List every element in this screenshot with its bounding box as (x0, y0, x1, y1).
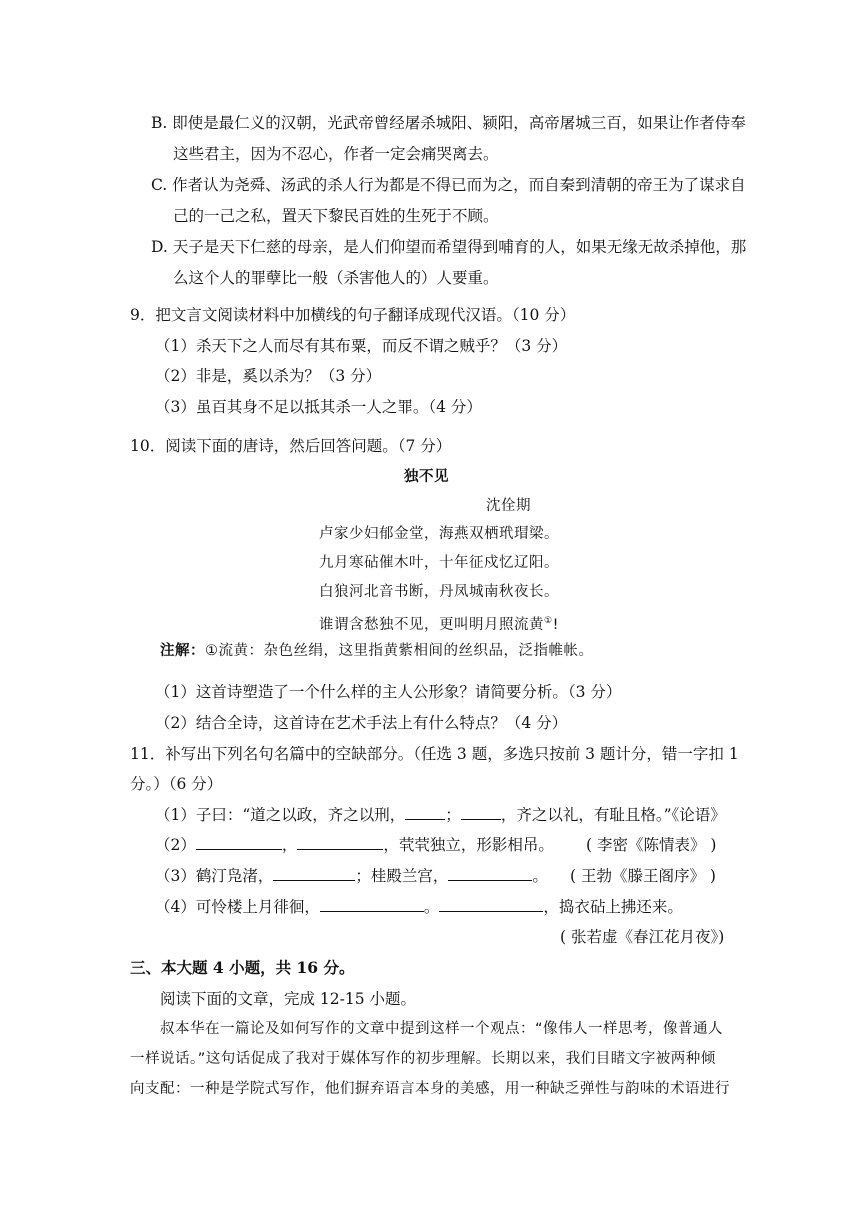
option-c-line2: 己的一己之私，置天下黎民百姓的生死于不顾。 (173, 207, 499, 225)
question-11-item-4 (155, 897, 683, 917)
question-10-stem: 10．阅读下面的唐诗，然后回答问题。（7 分） (130, 437, 452, 455)
question-10-item-2: （2）结合全诗，这首诗在艺术手法上有什么特点？（4 分） (155, 714, 568, 732)
question-11-item-3 (155, 866, 548, 886)
poem-line-4-end: ! (552, 616, 559, 633)
section-3-intro: 阅读下面的文章，完成 12-15 小题。 (160, 990, 417, 1008)
poem-line-2: 九月寒砧催木叶，十年征戍忆辽阳。 (319, 555, 559, 571)
item-2-text-a: （2） (155, 836, 196, 854)
poem-line-1: 卢家少妇郁金堂，海燕双栖玳瑁梁。 (319, 526, 559, 542)
note-text: ①流黄：杂色丝绢，这里指黄紫相间的丝织品，泛指帷帐。 (205, 643, 594, 659)
passage-line-2: 一样说话。”这句话促成了我对于媒体写作的初步理解。长期以来，我们目睹文字被两种倾 (130, 1051, 716, 1067)
footnote-marker: ① (544, 616, 553, 626)
note-label: 注解： (160, 643, 205, 659)
fill-blank[interactable] (196, 835, 282, 850)
poem-note (160, 641, 594, 661)
fill-blank[interactable] (297, 835, 383, 850)
item-1-sep: ； (445, 806, 461, 824)
option-d-line1: D. 天子是天下仁慈的母亲，是人们仰望而希望得到哺育的人，如果无缘无故杀掉他，那 (151, 238, 747, 256)
option-b-line1: B. 即使是最仁义的汉朝，光武帝曾经屠杀城阳、颍阳，高帝屠城三百，如果让作者侍奉 (151, 114, 746, 132)
fill-blank[interactable] (439, 897, 543, 912)
item-2-sep: ， (281, 836, 298, 854)
question-9-item-1: （1）杀天下之人而尽有其布粟，而反不谓之贼乎？（3 分） (155, 337, 568, 355)
question-10-item-1: （1）这首诗塑造了一个什么样的主人公形象？请简要分析。（3 分） (155, 683, 622, 701)
item-4-source: ( 张若虚《春江花月夜》) (560, 928, 725, 946)
question-11-item-2 (155, 835, 554, 855)
question-9-item-2: （2）非是，奚以杀为？（3 分） (155, 367, 382, 385)
item-1-text-b: ，齐之以礼，有耻且格。”《论语》 (500, 806, 726, 824)
fill-blank[interactable] (320, 897, 424, 912)
option-d-line2: 么这个人的罪孽比一般（杀害他人的）人要重。 (173, 269, 499, 287)
item-3-sep: ；桂殿兰宫， (355, 867, 449, 885)
item-3-end: 。 (532, 867, 548, 885)
item-3-text-a: （3）鹤汀凫渚， (155, 867, 274, 885)
passage-line-3: 向支配：一种是学院式写作，他们摒弃语言本身的美感，用一种缺乏弹性与韵味的术语进行 (130, 1081, 730, 1097)
item-4-text-b: ，捣衣砧上拂还来。 (543, 898, 683, 916)
question-11-stem-line2: 分。）（6 分） (130, 775, 223, 793)
question-11-item-1 (155, 805, 726, 825)
section-3-heading: 三、本大题 4 小题，共 16 分。 (130, 958, 355, 977)
item-2-source: ( 李密《陈情表》 ) (586, 836, 717, 854)
item-1-text-a: （1）子曰：“道之以政，齐之以刑， (155, 806, 406, 824)
item-3-source: ( 王勃《滕王阁序》 ) (570, 867, 716, 885)
poem-line-4 (319, 611, 559, 635)
question-9-item-3: （3）虽百其身不足以抵其杀一人之罪。（4 分） (155, 398, 482, 416)
fill-blank[interactable] (405, 805, 445, 820)
poem-title: 独不见 (404, 469, 449, 485)
poem-line-4-text: 谁谓含愁独不见，更叫明月照流黄 (319, 616, 544, 633)
question-11-stem-line1: 11．补写出下列名句名篇中的空缺部分。（任选 3 题，多选只按前 3 题计分，错一字扣 1 (130, 745, 739, 763)
item-4-sep: 。 (423, 898, 440, 916)
passage-line-1: 叔本华在一篇论及如何写作的文章中提到这样一个观点：“像伟人一样思考，像普通人 (160, 1021, 724, 1037)
item-2-text-b: ，茕茕独立，形影相吊。 (383, 836, 554, 854)
poem-author: 沈佺期 (486, 498, 531, 514)
option-b-line2: 这些君主，因为不忍心，作者一定会痛哭离去。 (173, 145, 499, 163)
question-9-stem: 9．把文言文阅读材料中加横线的句子翻译成现代汉语。（10 分） (130, 306, 576, 324)
fill-blank[interactable] (273, 866, 355, 881)
option-c-line1: C. 作者认为尧舜、汤武的杀人行为都是不得已而为之，而自秦到清朝的帝王为了谋求自 (151, 176, 746, 194)
poem-line-3: 白狼河北音书断，丹凤城南秋夜长。 (319, 584, 559, 600)
fill-blank[interactable] (448, 866, 532, 881)
item-4-text-a: （4）可怜楼上月徘徊， (155, 898, 320, 916)
fill-blank[interactable] (461, 805, 501, 820)
